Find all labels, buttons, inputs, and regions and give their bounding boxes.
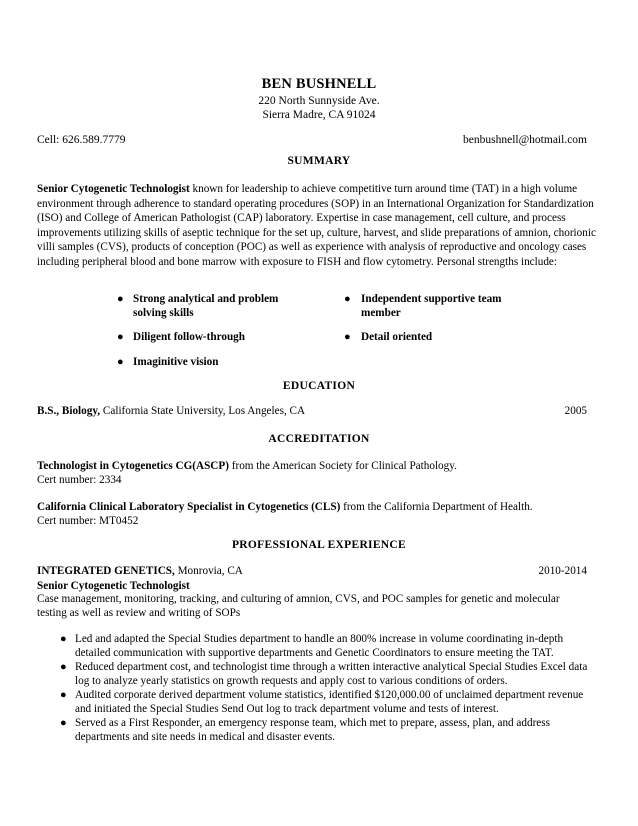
employer-location: Monrovia, CA: [174, 565, 243, 577]
email-address[interactable]: benbushnell@hotmail.com: [463, 134, 587, 146]
graduation-year: 2005: [564, 405, 587, 417]
education-row: [37, 405, 587, 417]
accreditation-heading: ACCREDITATION: [268, 433, 370, 445]
employment-dates: 2010-2014: [538, 565, 587, 577]
bullet-icon: ●: [60, 689, 67, 701]
employer-row: [37, 565, 587, 577]
accreditation-title: California Clinical Laboratory Specialist in Cytogenetics (CLS): [37, 501, 341, 513]
strength-item: Detail oriented: [361, 331, 433, 343]
bullet-icon: ●: [60, 633, 67, 645]
job-title: Senior Cytogenetic Technologist: [37, 580, 190, 592]
experience-bullet: Led and adapted the Special Studies department to handle an 800% increase in volume coordinating in-depth detailed communication with supportive departments and Genetic Coordinators to ensure meeting the TAT.: [75, 633, 564, 660]
experience-bullet: Reduced department cost, and technologist time through a written interactive analytical Special Studies Excel data log to analyze yearly statistics on growth requests and apply cost to various conditions of orders.: [75, 661, 588, 688]
education-heading: EDUCATION: [282, 380, 356, 392]
school: California State University, Los Angeles, CA: [100, 405, 306, 417]
summary-paragraph: [37, 182, 600, 270]
contact-row: [37, 134, 587, 146]
bullet-icon: ●: [344, 331, 351, 343]
accreditation-cert: Cert number: 2334: [37, 474, 122, 486]
bullet-icon: ●: [60, 661, 67, 673]
employer-name: INTEGRATED GENETICS,: [37, 565, 175, 577]
address-line-1: 220 North Sunnyside Ave.: [258, 95, 380, 107]
accreditation-cert: Cert number: MT0452: [37, 515, 139, 527]
strength-item: Imaginitive vision: [133, 356, 219, 368]
strength-item: Diligent follow-through: [133, 331, 245, 343]
summary-text: known for leadership to achieve competitive turn around time (TAT) in a high volume environment through adherence to standard operating procedures (SOP) in an International Organization for Standardization (ISO) and College of American Pathologist (CAP) laboratory. Expertise in case management, cell culture, and process improvements utilizing skills of aseptic technique for the set up, culture, harvest, and slide preparations of amnion, chorionic villi samples (CVS), products of conception (POC) as well as experience with analysis of reproductive and oncology cases including peripheral blood and bone marrow with exposure to FISH and flow cytometry. Personal strengths include:: [37, 183, 596, 268]
bullet-icon: ●: [60, 717, 67, 729]
strength-item: Independent supportive team member: [361, 293, 502, 319]
education-entry: [37, 405, 305, 417]
cell-phone: Cell: 626.589.7779: [37, 134, 126, 146]
experience-bullet: Served as a First Responder, an emergency response team, which met to prepare, assess, plan, and address departments and site needs in medical and disaster events.: [75, 717, 550, 744]
experience-bullet: Audited corporate derived department volume statistics, identified $120,000.00 of unclaimed department revenue and initiated the Special Studies Send Out log to track department volume and tests of interest.: [75, 689, 584, 716]
bullet-icon: ●: [117, 356, 124, 368]
degree: B.S., Biology,: [37, 405, 101, 417]
accreditation-item: [37, 459, 457, 473]
accreditation-item: [37, 500, 533, 514]
accreditation-title: Technologist in Cytogenetics CG(ASCP): [37, 460, 229, 472]
summary-heading: SUMMARY: [287, 155, 351, 167]
job-description: Case management, monitoring, tracking, and culturing of amnion, CVS, and POC samples for genetic and molecular testing as well as review and writing of SOPs: [37, 593, 560, 620]
strength-item: Strong analytical and problem solving skills: [133, 293, 279, 319]
bullet-icon: ●: [117, 331, 124, 343]
candidate-name: BEN BUSHNELL: [261, 76, 377, 92]
bullet-icon: ●: [344, 293, 351, 305]
address-line-2: Sierra Madre, CA 91024: [262, 109, 376, 121]
accreditation-issuer: from the California Department of Health.: [340, 501, 533, 513]
summary-lead: Senior Cytogenetic Technologist: [37, 183, 190, 195]
accreditation-issuer: from the American Society for Clinical Pathology.: [228, 460, 457, 472]
bullet-icon: ●: [117, 293, 124, 305]
employer-entry: [37, 565, 243, 577]
experience-heading: PROFESSIONAL EXPERIENCE: [231, 539, 406, 551]
